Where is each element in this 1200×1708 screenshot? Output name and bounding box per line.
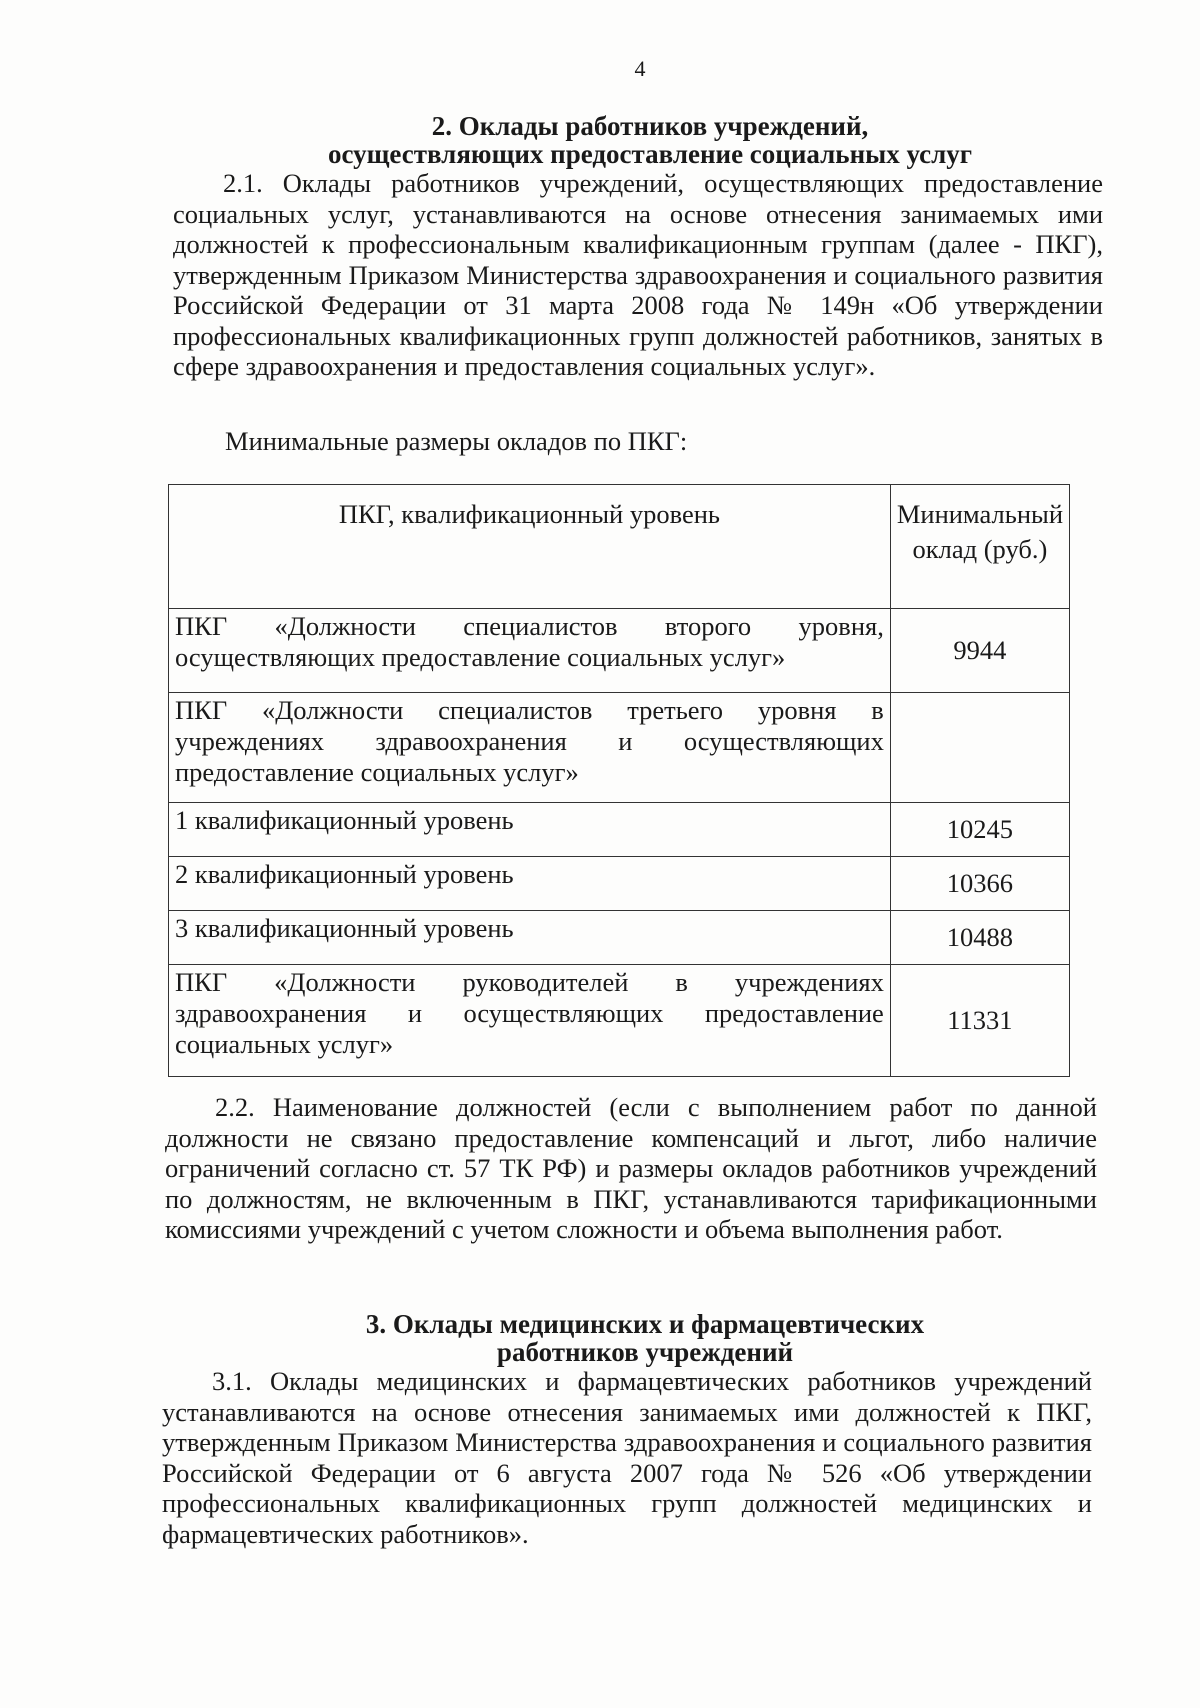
table-cell-name: ПКГ «Должности специалистов третьего уровня в учреждениях здравоохранения и осуществляющих предоставление социальных услуг» xyxy=(169,693,891,803)
paragraph-2-1-text: 2.1. Оклады работников учреждений, осуществляющих предоставление социальных услуг, устанавливаются на основе отнесения занимаемых ими должностей к профессиональным квалификационным группам (далее - ПКГ), утвержденным Приказом Министерства здравоохранения и социального развития Российской Федерации от 31 марта 2008 года № 149н «Об утверждении профессиональных квалификационных групп должностей работников, занятых в сфере здравоохранения и предоставления социальных услуг». xyxy=(173,168,1103,381)
table-row xyxy=(169,693,1070,803)
table-row xyxy=(169,803,1070,857)
paragraph-2-2-text: 2.2. Наименование должностей (если с выполнением работ по данной должности не связано предоставление компенсаций и льгот, либо наличие ограничений согласно ст. 57 ТК РФ) и размеры окладов работников учреждений по должностям, не включенным в ПКГ, устанавливаются тарификационными комиссиями учреждений с учетом сложности и объема выполнения работ. xyxy=(165,1092,1097,1244)
section-3-heading xyxy=(175,1310,1115,1366)
table-row xyxy=(169,965,1070,1077)
paragraph-3-1-text: 3.1. Оклады медицинских и фармацевтических работников учреждений устанавливаются на основе отнесения занимаемых ими должностей к ПКГ, утвержденным Приказом Министерства здравоохранения и социального развития Российской Федерации от 6 августа 2007 года № 526 «Об утверждении профессиональных квалификационных групп должностей медицинских и фармацевтических работников». xyxy=(162,1366,1092,1549)
section-2-heading-line2: осуществляющих предоставление социальных услуг xyxy=(327,139,973,169)
table-cell-name: 1 квалификационный уровень xyxy=(169,803,891,857)
table-cell-value xyxy=(890,693,1069,803)
table-cell-value: 11331 xyxy=(890,965,1069,1077)
page-number: 4 xyxy=(634,56,646,81)
section-3-heading-line2: работников учреждений xyxy=(496,1337,794,1367)
table-row xyxy=(169,857,1070,911)
section-2-heading-line1: 2. Оклады работников учреждений, xyxy=(431,111,869,141)
table-cell-value: 10245 xyxy=(890,803,1069,857)
section-3-heading-line1: 3. Оклады медицинских и фармацевтических xyxy=(365,1309,925,1339)
table-header-name: ПКГ, квалификационный уровень xyxy=(169,485,891,609)
section-2-heading xyxy=(180,112,1120,168)
table-cell-value: 9944 xyxy=(890,609,1069,693)
salary-table xyxy=(168,484,1070,1077)
min-sizes-label: Минимальные размеры окладов по ПКГ: xyxy=(225,426,688,456)
table-cell-name: 3 квалификационный уровень xyxy=(169,911,891,965)
table-row xyxy=(169,911,1070,965)
table-cell-value: 10366 xyxy=(890,857,1069,911)
table-cell-name: ПКГ «Должности руководителей в учреждениях здравоохранения и осуществляющих предоставление социальных услуг» xyxy=(169,965,891,1077)
table-header-value: Минимальный оклад (руб.) xyxy=(890,485,1069,609)
paragraph-3-1 xyxy=(162,1366,1092,1549)
table-row xyxy=(169,609,1070,693)
table-cell-name: 2 квалификационный уровень xyxy=(169,857,891,911)
table-cell-name: ПКГ «Должности специалистов второго уровня, осуществляющих предоставление социальных услуг» xyxy=(169,609,891,693)
paragraph-2-1 xyxy=(173,168,1103,382)
table-header-row xyxy=(169,485,1070,609)
paragraph-2-2 xyxy=(165,1092,1097,1245)
table-cell-value: 10488 xyxy=(890,911,1069,965)
